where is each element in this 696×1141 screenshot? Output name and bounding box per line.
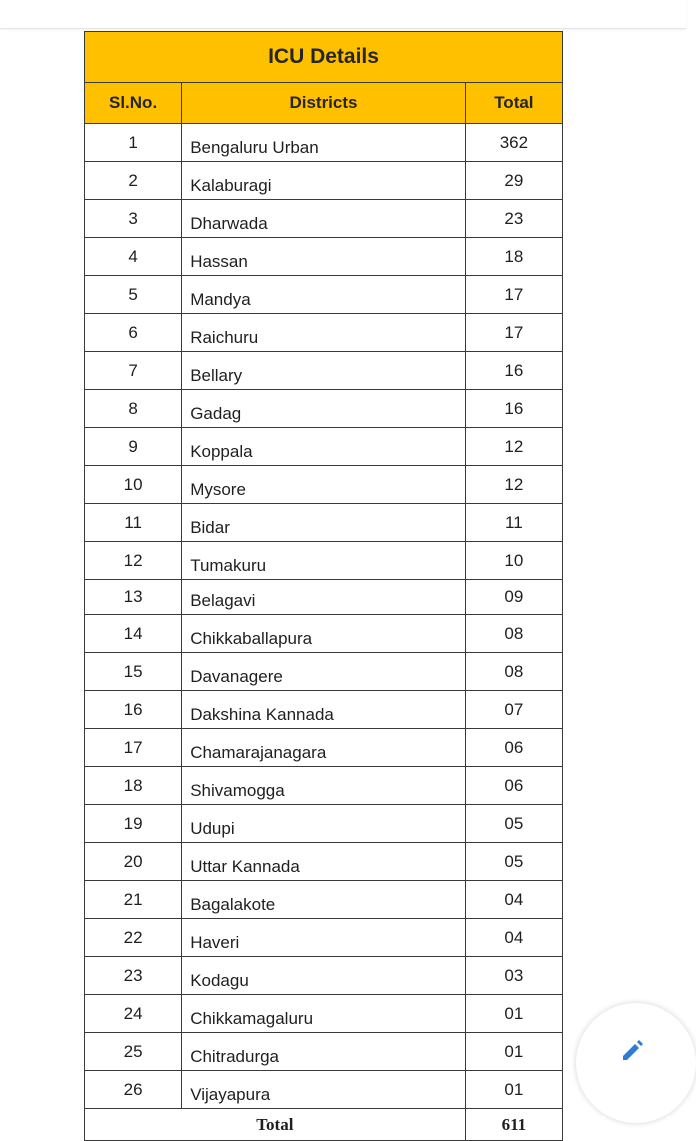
table-body	[85, 124, 563, 1109]
cell-sl-no: 15	[85, 653, 182, 691]
cell-sl-no: 24	[85, 995, 182, 1033]
table-row	[85, 805, 563, 843]
table-title: ICU Details	[85, 32, 563, 83]
cell-district: Uttar Kannada	[182, 843, 466, 881]
cell-district: Bengaluru Urban	[182, 124, 466, 162]
cell-sl-no: 23	[85, 957, 182, 995]
cell-total: 10	[465, 542, 562, 580]
cell-district: Belagavi	[182, 580, 466, 615]
table-row	[85, 767, 563, 805]
cell-district: Shivamogga	[182, 767, 466, 805]
cell-sl-no: 21	[85, 881, 182, 919]
cell-total: 29	[465, 162, 562, 200]
table-row	[85, 580, 563, 615]
cell-sl-no: 25	[85, 1033, 182, 1071]
table-row	[85, 919, 563, 957]
table-row	[85, 542, 563, 580]
cell-total: 08	[465, 615, 562, 653]
cell-sl-no: 14	[85, 615, 182, 653]
cell-sl-no: 26	[85, 1071, 182, 1109]
table-row	[85, 881, 563, 919]
cell-total: 04	[465, 919, 562, 957]
cell-sl-no: 16	[85, 691, 182, 729]
cell-district: Chikkaballapura	[182, 615, 466, 653]
table-row	[85, 653, 563, 691]
total-label: Total	[85, 1109, 466, 1141]
cell-district: Haveri	[182, 919, 466, 957]
cell-district: Chitradurga	[182, 1033, 466, 1071]
table-row	[85, 466, 563, 504]
cell-sl-no: 13	[85, 580, 182, 615]
header-districts: Districts	[182, 83, 466, 124]
cell-district: Raichuru	[182, 314, 466, 352]
table-row	[85, 957, 563, 995]
cell-sl-no: 7	[85, 352, 182, 390]
table-row	[85, 428, 563, 466]
cell-total: 17	[465, 276, 562, 314]
cell-district: Udupi	[182, 805, 466, 843]
cell-sl-no: 2	[85, 162, 182, 200]
table-row	[85, 995, 563, 1033]
cell-sl-no: 19	[85, 805, 182, 843]
top-bar	[0, 0, 686, 29]
total-row	[85, 1109, 563, 1141]
cell-total: 12	[465, 466, 562, 504]
cell-total: 18	[465, 238, 562, 276]
cell-district: Chamarajanagara	[182, 729, 466, 767]
cell-district: Bagalakote	[182, 881, 466, 919]
cell-sl-no: 10	[85, 466, 182, 504]
cell-total: 16	[465, 390, 562, 428]
cell-sl-no: 5	[85, 276, 182, 314]
edit-fab-button[interactable]	[576, 1003, 696, 1123]
cell-total: 07	[465, 691, 562, 729]
cell-district: Mysore	[182, 466, 466, 504]
header-row	[85, 83, 563, 124]
cell-total: 362	[465, 124, 562, 162]
cell-district: Bidar	[182, 504, 466, 542]
cell-district: Bellary	[182, 352, 466, 390]
cell-total: 01	[465, 995, 562, 1033]
cell-total: 09	[465, 580, 562, 615]
cell-district: Vijayapura	[182, 1071, 466, 1109]
cell-total: 01	[465, 1071, 562, 1109]
table-row	[85, 124, 563, 162]
cell-total: 03	[465, 957, 562, 995]
table-row	[85, 200, 563, 238]
cell-district: Chikkamagaluru	[182, 995, 466, 1033]
table-row	[85, 691, 563, 729]
table-row	[85, 843, 563, 881]
cell-total: 04	[465, 881, 562, 919]
cell-sl-no: 3	[85, 200, 182, 238]
cell-total: 11	[465, 504, 562, 542]
cell-total: 05	[465, 805, 562, 843]
cell-district: Mandya	[182, 276, 466, 314]
cell-district: Hassan	[182, 238, 466, 276]
cell-total: 16	[465, 352, 562, 390]
cell-sl-no: 11	[85, 504, 182, 542]
pencil-icon	[620, 1037, 646, 1063]
icu-details-table	[84, 31, 563, 1141]
cell-district: Dakshina Kannada	[182, 691, 466, 729]
cell-total: 06	[465, 729, 562, 767]
cell-sl-no: 9	[85, 428, 182, 466]
table-row	[85, 238, 563, 276]
table-row	[85, 729, 563, 767]
header-sl-no: Sl.No.	[85, 83, 182, 124]
table-row	[85, 276, 563, 314]
cell-district: Kalaburagi	[182, 162, 466, 200]
cell-sl-no: 20	[85, 843, 182, 881]
cell-total: 08	[465, 653, 562, 691]
table-row	[85, 1071, 563, 1109]
table-row	[85, 615, 563, 653]
cell-sl-no: 4	[85, 238, 182, 276]
cell-sl-no: 22	[85, 919, 182, 957]
cell-total: 12	[465, 428, 562, 466]
table-row	[85, 390, 563, 428]
cell-sl-no: 12	[85, 542, 182, 580]
cell-district: Davanagere	[182, 653, 466, 691]
cell-sl-no: 1	[85, 124, 182, 162]
cell-sl-no: 8	[85, 390, 182, 428]
cell-total: 05	[465, 843, 562, 881]
cell-total: 06	[465, 767, 562, 805]
cell-sl-no: 17	[85, 729, 182, 767]
cell-sl-no: 6	[85, 314, 182, 352]
cell-district: Koppala	[182, 428, 466, 466]
table-row	[85, 314, 563, 352]
header-total: Total	[465, 83, 562, 124]
total-value: 611	[465, 1109, 562, 1141]
cell-district: Dharwada	[182, 200, 466, 238]
cell-district: Kodagu	[182, 957, 466, 995]
table-row	[85, 504, 563, 542]
table-row	[85, 1033, 563, 1071]
table-row	[85, 162, 563, 200]
cell-sl-no: 18	[85, 767, 182, 805]
cell-total: 01	[465, 1033, 562, 1071]
cell-total: 23	[465, 200, 562, 238]
icu-details-sheet	[84, 31, 563, 1141]
cell-total: 17	[465, 314, 562, 352]
table-row	[85, 352, 563, 390]
cell-district: Gadag	[182, 390, 466, 428]
cell-district: Tumakuru	[182, 542, 466, 580]
